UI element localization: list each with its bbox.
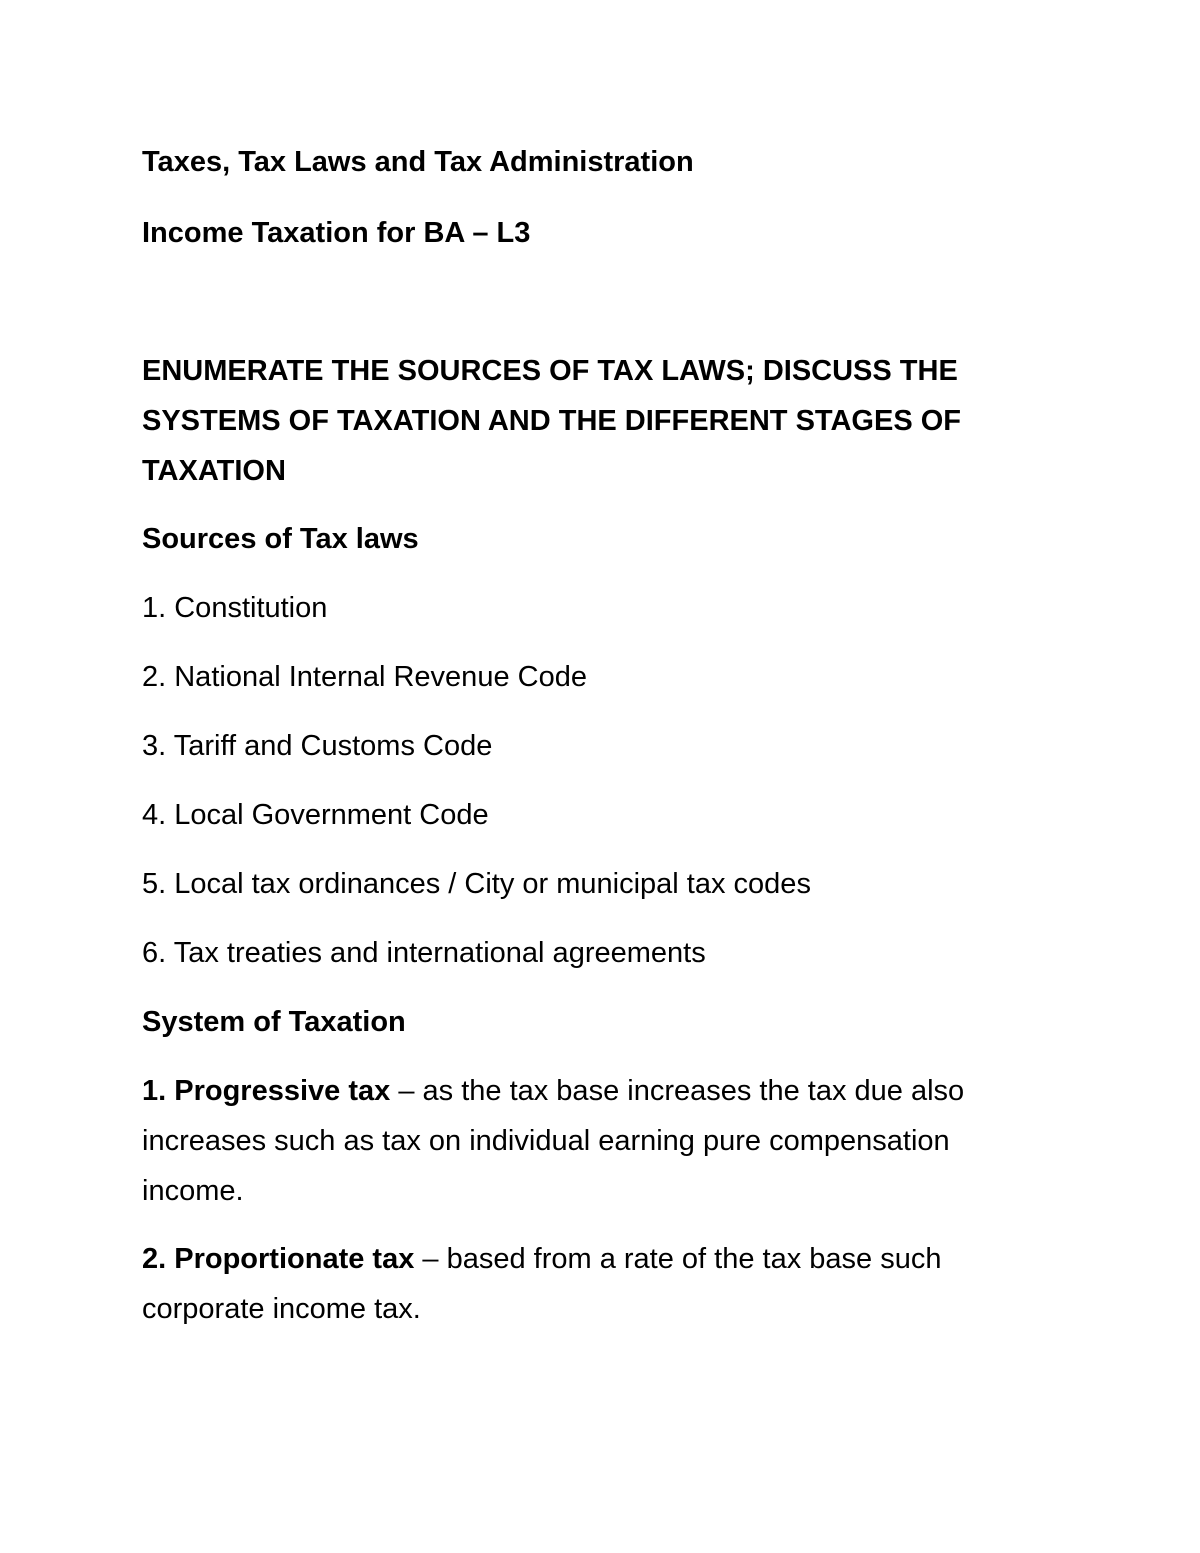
system-item-progressive	[142, 1066, 1042, 1216]
system-term: 2. Proportionate tax	[142, 1243, 415, 1275]
source-item: 6. Tax treaties and international agreements	[142, 937, 706, 969]
system-description: – as the tax base increases the tax due also increases such as tax on individual earning pure compensation income.	[142, 1075, 965, 1207]
source-item: 5. Local tax ordinances / City or municipal tax codes	[142, 868, 811, 900]
document-title: Taxes, Tax Laws and Tax Administration	[142, 146, 694, 178]
source-item: 3. Tariff and Customs Code	[142, 730, 493, 762]
sources-heading: Sources of Tax laws	[142, 523, 419, 555]
objective-heading: ENUMERATE THE SOURCES OF TAX LAWS; DISCUSS THE SYSTEMS OF TAXATION AND THE DIFFERENT STAGES OF TAXATION	[142, 355, 961, 487]
system-item-proportionate	[142, 1234, 1042, 1334]
system-term: 1. Progressive tax	[142, 1075, 391, 1107]
systems-heading: System of Taxation	[142, 1006, 406, 1038]
system-description: – based from a rate of the tax base such corporate income tax.	[142, 1243, 942, 1325]
document-subtitle: Income Taxation for BA – L3	[142, 217, 531, 249]
source-item: 1. Constitution	[142, 592, 328, 624]
source-item: 2. National Internal Revenue Code	[142, 661, 587, 693]
source-item: 4. Local Government Code	[142, 799, 489, 831]
